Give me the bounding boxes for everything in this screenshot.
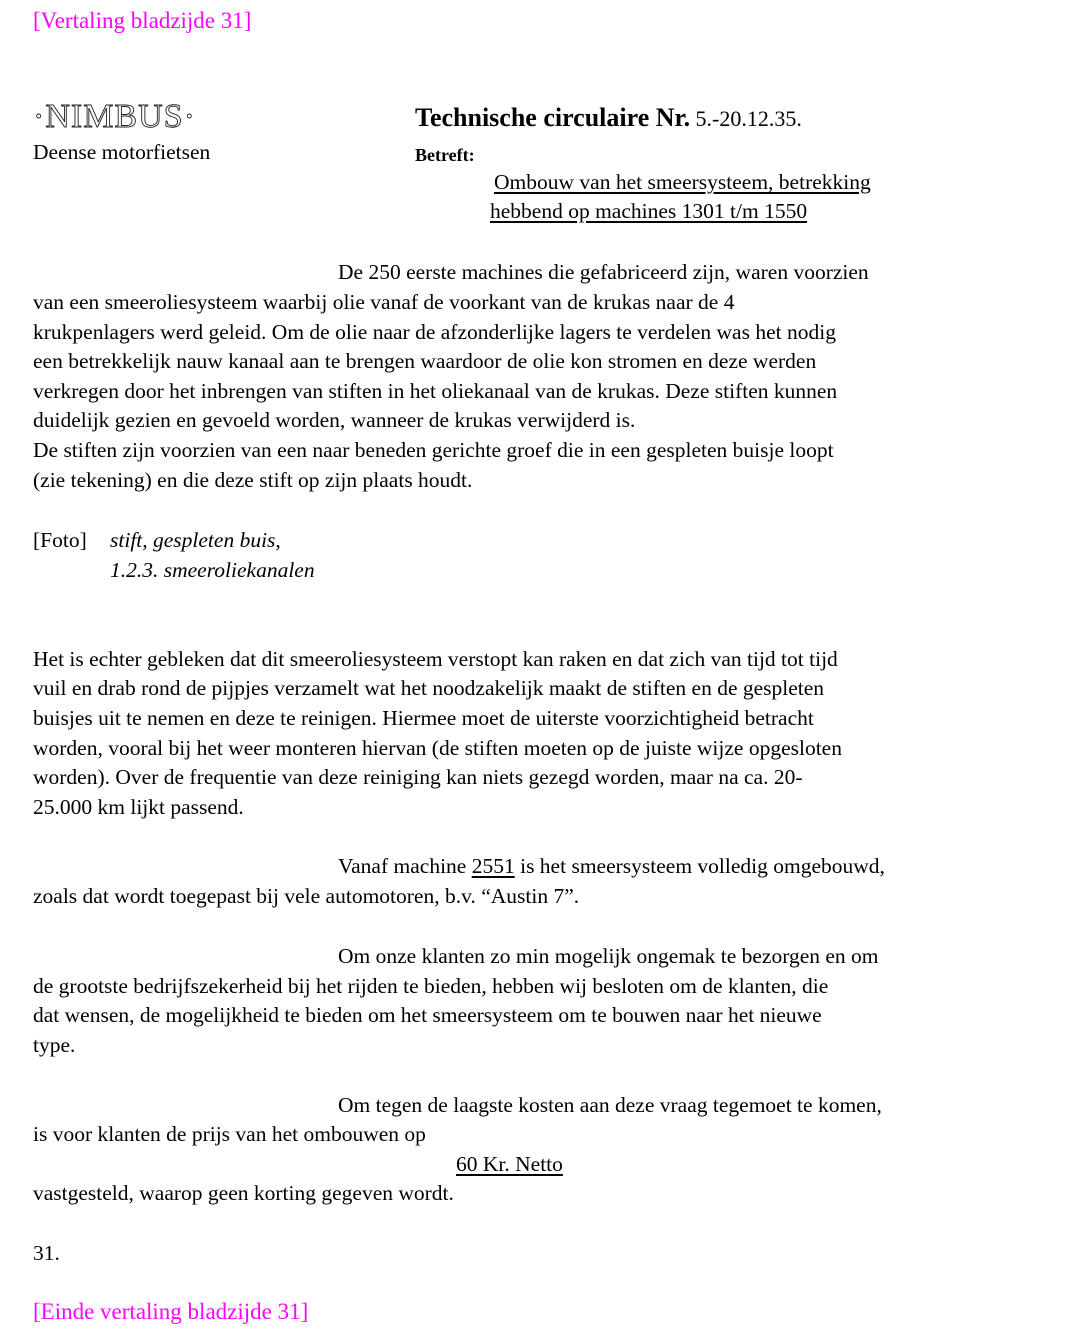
- paragraph-line: een betrekkelijk nauw kanaal aan te brengen waardoor de olie kon stromen en deze werden: [33, 349, 817, 373]
- nimbus-logo: ·NIMBUS·: [33, 98, 196, 135]
- translation-start-marker: [Vertaling bladzijde 31]: [33, 8, 252, 33]
- translation-end-marker: [Einde vertaling bladzijde 31]: [33, 1299, 309, 1324]
- subject-line-2: hebbend op machines 1301 t/m 1550: [490, 199, 808, 223]
- paragraph-line: [338, 852, 885, 882]
- title-number: 5.-20.12.35.: [695, 106, 802, 131]
- caption-line-1: stift, gespleten buis,: [110, 528, 281, 552]
- page-number: 31.: [33, 1241, 60, 1265]
- paragraph-line: De stiften zijn voorzien van een naar beneden gerichte groef die in een gespleten buisje loopt: [33, 438, 834, 462]
- paragraph-line: is voor klanten de prijs van het ombouwen op: [33, 1122, 426, 1146]
- subject-label: Betreft:: [415, 145, 475, 165]
- paragraph-line: van een smeeroliesysteem waarbij olie vanaf de voorkant van de krukas naar de 4: [33, 290, 735, 314]
- caption-line-2: 1.2.3. smeeroliekanalen: [110, 558, 315, 582]
- company-subtitle: Deense motorfietsen: [33, 140, 211, 164]
- paragraph-line: (zie tekening) en die deze stift op zijn plaats houdt.: [33, 468, 473, 492]
- paragraph-line: duidelijk gezien en gevoeld worden, wanneer de krukas verwijderd is.: [33, 408, 636, 432]
- paragraph-line: De 250 eerste machines die gefabriceerd zijn, waren voorzien: [338, 260, 869, 284]
- paragraph-line: krukpenlagers werd geleid. Om de olie naar de afzonderlijke lagers te verdelen was het nodig: [33, 320, 836, 344]
- paragraph-line: worden, vooral bij het weer monteren hiervan (de stiften moeten op de juiste wijze opgesloten: [33, 736, 842, 760]
- paragraph-line: verkregen door het inbrengen van stiften in het oliekanaal van de krukas. Deze stiften kunnen: [33, 379, 838, 403]
- paragraph-line: type.: [33, 1033, 76, 1057]
- paragraph-line: zoals dat wordt toegepast bij vele automotoren, b.v. “Austin 7”.: [33, 884, 580, 908]
- paragraph-line: vastgesteld, waarop geen korting gegeven wordt.: [33, 1181, 454, 1205]
- paragraph-line: 25.000 km lijkt passend.: [33, 795, 244, 819]
- paragraph-line: Het is echter gebleken dat dit smeeroliesysteem verstopt kan raken en dat zich van tijd tot tijd: [33, 647, 838, 671]
- price-value: 60 Kr. Netto: [456, 1152, 563, 1176]
- paragraph-line: de grootste bedrijfszekerheid bij het rijden te bieden, hebben wij besloten om de klanten, die: [33, 974, 829, 998]
- paragraph-line: dat wensen, de mogelijkheid te bieden om het smeersysteem om te bouwen naar het nieuwe: [33, 1003, 822, 1027]
- photo-label: [Foto]: [33, 528, 87, 552]
- paragraph-line: worden). Over de frequentie van deze reiniging kan niets gezegd worden, maar na ca. 20-: [33, 765, 803, 789]
- title-text: Technische circulaire Nr.: [415, 103, 691, 132]
- text-before-number: Vanaf machine: [338, 854, 472, 878]
- paragraph-line: Om tegen de laagste kosten aan deze vraag tegemoet te komen,: [338, 1093, 882, 1117]
- paragraph-line: Om onze klanten zo min mogelijk ongemak te bezorgen en om: [338, 944, 879, 968]
- subject-line-1: Ombouw van het smeersysteem, betrekking: [494, 170, 871, 194]
- paragraph-line: buisjes uit te nemen en deze te reinigen. Hiermee moet de uiterste voorzichtigheid betracht: [33, 706, 814, 730]
- text-after-number: is het smeersysteem volledig omgebouwd,: [514, 854, 885, 878]
- machine-number: 2551: [471, 854, 515, 878]
- paragraph-line: vuil en drab rond de pijpjes verzamelt wat het noodzakelijk maakt de stiften en de gespleten: [33, 676, 825, 700]
- circular-title: [415, 103, 802, 133]
